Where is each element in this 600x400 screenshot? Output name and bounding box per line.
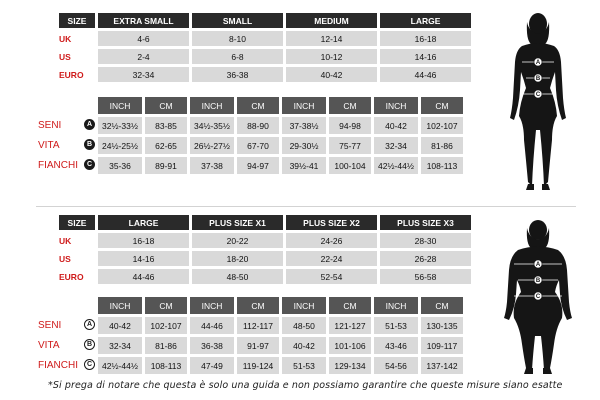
unit-header: INCH — [374, 97, 418, 114]
row-label-fianchi: FIANCHI C — [38, 157, 95, 174]
table-cell: 100-104 — [329, 157, 371, 174]
table-cell: 28-30 — [380, 233, 471, 248]
table-cell: 109-117 — [421, 337, 463, 354]
unit-header: CM — [329, 97, 371, 114]
table-cell: 129-134 — [329, 357, 371, 374]
table-cell: 4-6 — [98, 31, 189, 46]
table-cell: 94-98 — [329, 117, 371, 134]
table-cell: 130-135 — [421, 317, 463, 334]
table-cell: 16-18 — [98, 233, 189, 248]
badge-a-icon: A — [84, 319, 95, 330]
marker-a-label: A — [535, 60, 541, 66]
table-cell: 81-86 — [421, 137, 463, 154]
table-cell: 26-28 — [380, 251, 471, 266]
size-header: SIZE — [59, 215, 95, 230]
column-header: EXTRA SMALL — [98, 13, 189, 28]
table-cell: 12-14 — [286, 31, 377, 46]
column-header: LARGE — [380, 13, 471, 28]
row-label-us: US — [59, 253, 71, 264]
female-silhouette-icon — [500, 10, 580, 196]
row-label-uk: UK — [59, 33, 72, 44]
column-header: MEDIUM — [286, 13, 377, 28]
table-cell: 24½-25½ — [98, 137, 142, 154]
body-measurements-table — [35, 94, 466, 177]
table-cell: 108-113 — [145, 357, 187, 374]
column-header: SMALL — [192, 13, 283, 28]
marker-c-label: C — [535, 294, 541, 300]
table-cell: 47-49 — [190, 357, 234, 374]
table-cell: 94-97 — [237, 157, 279, 174]
table-cell: 91-97 — [237, 337, 279, 354]
marker-b-label: B — [535, 76, 541, 82]
table-cell: 89-91 — [145, 157, 187, 174]
table-cell: 119-124 — [237, 357, 279, 374]
column-header: PLUS SIZE X3 — [380, 215, 471, 230]
table-cell: 56-58 — [380, 269, 471, 284]
table-cell: 16-18 — [380, 31, 471, 46]
column-header: LARGE — [98, 215, 189, 230]
table-cell: 42½-44½ — [374, 157, 418, 174]
table-cell: 32-34 — [98, 67, 189, 82]
table-cell: 44-46 — [190, 317, 234, 334]
table-cell: 102-107 — [145, 317, 187, 334]
table-cell: 81-86 — [145, 337, 187, 354]
table-cell: 24-26 — [286, 233, 377, 248]
unit-header: CM — [421, 297, 463, 314]
table-cell: 36-38 — [192, 67, 283, 82]
table-cell: 40-42 — [98, 317, 142, 334]
table-cell: 62-65 — [145, 137, 187, 154]
table-cell: 40-42 — [282, 337, 326, 354]
badge-a-icon: A — [84, 119, 95, 130]
unit-header: INCH — [190, 97, 234, 114]
table-cell: 36-38 — [190, 337, 234, 354]
table-cell: 83-85 — [145, 117, 187, 134]
row-label-vita: VITA B — [38, 137, 95, 154]
table-cell: 34½-35½ — [190, 117, 234, 134]
marker-c-label: C — [535, 92, 541, 98]
table-cell: 39½-41 — [282, 157, 326, 174]
body-measurements-table — [35, 294, 466, 377]
unit-header: INCH — [190, 297, 234, 314]
unit-header: CM — [421, 97, 463, 114]
table-cell: 48-50 — [282, 317, 326, 334]
row-label-euro: EURO — [59, 271, 84, 282]
table-cell: 40-42 — [374, 117, 418, 134]
unit-header: INCH — [98, 297, 142, 314]
table-cell: 32-34 — [98, 337, 142, 354]
table-cell: 67-70 — [237, 137, 279, 154]
table-cell: 26½-27½ — [190, 137, 234, 154]
badge-b-icon: B — [84, 139, 95, 150]
table-cell: 40-42 — [286, 67, 377, 82]
table-cell: 51-53 — [374, 317, 418, 334]
table-cell: 32-34 — [374, 137, 418, 154]
table-cell: 112-117 — [237, 317, 279, 334]
unit-header: CM — [145, 97, 187, 114]
row-label-euro: EURO — [59, 69, 84, 80]
unit-header: INCH — [98, 97, 142, 114]
badge-c-icon: C — [84, 359, 95, 370]
table-cell: 102-107 — [421, 117, 463, 134]
marker-b-label: B — [535, 278, 541, 284]
plus-size-silhouette-icon — [496, 218, 582, 378]
unit-header: CM — [237, 297, 279, 314]
table-cell: 121-127 — [329, 317, 371, 334]
marker-a-label: A — [535, 262, 541, 268]
table-cell: 20-22 — [192, 233, 283, 248]
table-cell: 88-90 — [237, 117, 279, 134]
table-cell: 29-30½ — [282, 137, 326, 154]
size-header: SIZE — [59, 13, 95, 28]
table-cell: 32½-33½ — [98, 117, 142, 134]
row-label-seni: SENI A — [38, 117, 95, 134]
column-header: PLUS SIZE X2 — [286, 215, 377, 230]
unit-header: CM — [329, 297, 371, 314]
row-label-seni: SENI A — [38, 317, 95, 334]
row-label-uk: UK — [59, 235, 72, 246]
row-label-vita: VITA B — [38, 337, 95, 354]
size-conversion-table — [56, 212, 474, 287]
unit-header: CM — [145, 297, 187, 314]
disclaimer-note: *Si prega di notare che questa è solo una guida e non possiamo garantire che queste misure siano esatte — [48, 380, 563, 391]
table-cell: 44-46 — [98, 269, 189, 284]
table-cell: 18-20 — [192, 251, 283, 266]
table-cell: 37-38½ — [282, 117, 326, 134]
size-conversion-table — [56, 10, 474, 85]
table-cell: 22-24 — [286, 251, 377, 266]
table-cell: 44-46 — [380, 67, 471, 82]
table-cell: 14-16 — [98, 251, 189, 266]
unit-header: INCH — [282, 97, 326, 114]
table-cell: 108-113 — [421, 157, 463, 174]
badge-b-icon: B — [84, 339, 95, 350]
table-cell: 10-12 — [286, 49, 377, 64]
table-cell: 43-46 — [374, 337, 418, 354]
unit-header: CM — [237, 97, 279, 114]
section-divider — [36, 206, 576, 207]
table-cell: 8-10 — [192, 31, 283, 46]
badge-c-icon: C — [84, 159, 95, 170]
table-cell: 137-142 — [421, 357, 463, 374]
table-cell: 52-54 — [286, 269, 377, 284]
row-label-fianchi: FIANCHI C — [38, 357, 95, 374]
table-cell: 51-53 — [282, 357, 326, 374]
table-cell: 37-38 — [190, 157, 234, 174]
row-label-us: US — [59, 51, 71, 62]
table-cell: 54-56 — [374, 357, 418, 374]
unit-header: INCH — [374, 297, 418, 314]
table-cell: 14-16 — [380, 49, 471, 64]
column-header: PLUS SIZE X1 — [192, 215, 283, 230]
table-cell: 48-50 — [192, 269, 283, 284]
table-cell: 42½-44½ — [98, 357, 142, 374]
table-cell: 6-8 — [192, 49, 283, 64]
table-cell: 101-106 — [329, 337, 371, 354]
unit-header: INCH — [282, 297, 326, 314]
table-cell: 75-77 — [329, 137, 371, 154]
table-cell: 2-4 — [98, 49, 189, 64]
table-cell: 35-36 — [98, 157, 142, 174]
